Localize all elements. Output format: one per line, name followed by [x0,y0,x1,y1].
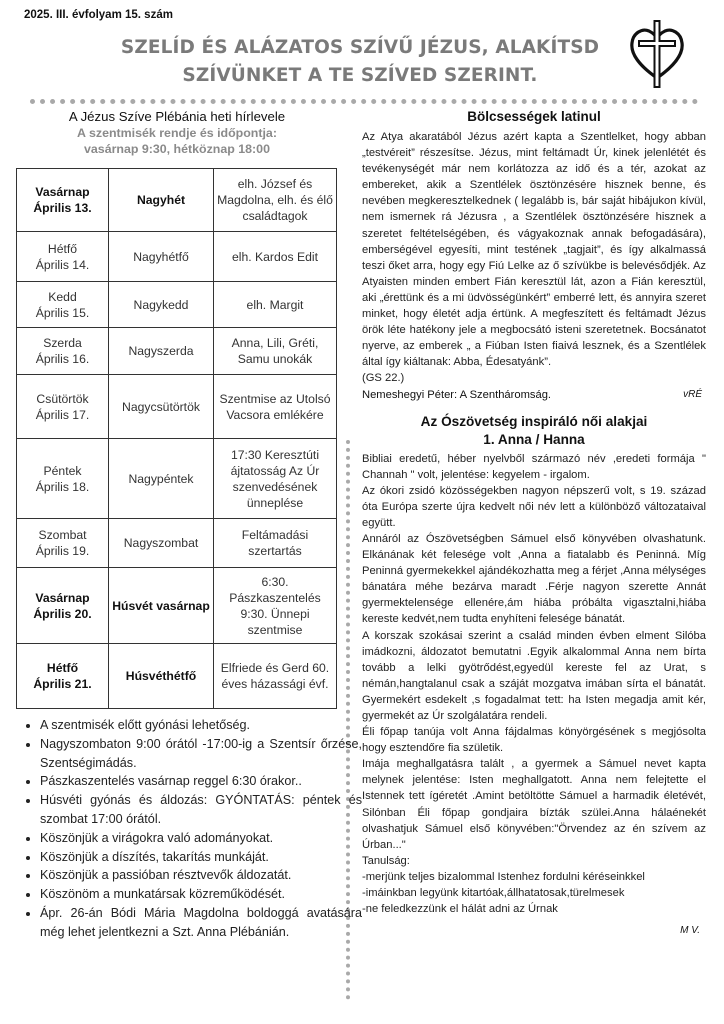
day-cell: Szombat Április 19. [17,519,109,568]
intention-cell: Szentmise az Utolsó Vacsora emlékére [214,375,337,439]
headline-line-2: SZÍVÜNKET A TE SZÍVED SZERINT. [182,65,538,86]
article-signature: M V. [680,925,700,937]
day-cell: Vasárnap Április 13. [17,169,109,232]
table-row [17,232,337,282]
list-item: • Ápr. 26-án Bódi Mária Magdolna boldoggá avatására még lehet jelentkezni a Szt. Anna Plébánián. [40,904,362,942]
mass-schedule-times: vasárnap 9:30, hétköznap 18:00 [84,142,270,156]
intention-cell: elh. Margit [214,282,337,328]
section-title: Az Ószövetség inspiráló női alakjai [420,413,648,429]
list-item: • A szentmisék előtt gyónási lehetőség. [40,716,362,735]
list-item: • Köszönjük a virágokra való adományokat. [40,829,362,848]
intention-cell: Elfriede és Gerd 60. éves házassági évf. [214,644,337,709]
wisdom-text: Az Atya akaratából Jézus azért kapta a Szentlelket, hogy abban „testvéreit” részesítse. Jézus, mint feltámadt Úr, kinek jelenlétét és tevékenységét már nem korlátozza az idő és a tér, azokat az embereket, akik a Szentlélek ösztönzésére hisznek benne, és nevében megkeresztelkednek ( legalább is, bár saját hibájukon kívül, nem ismernek rá Jézusra , a Szentlélek ösztönzésére hisznek a szeretet feltételségében, és vágyakoznak annak befogadására), emberségével egyesíti, mint testének „tagjait”, és így alkalmassá teszi őket arra, hogy egy Fiú Lelke az ő szívükbe is belevésődjék. Az Atyaisten minden embert Fián keresztül lát, azon a Fián keresztül, aki „érettünk és a mi üdvösségünkért” emberré lett, és annyira szeret minket, hogy életét adja értünk. A megfeszített és feltámadt Jézus örök léte hatékony jele a megbocsátó isteni szeretetnek. Bocsánatot nyerve, az emberek „ a Fiúban Isten fiaivá lesznek, és a Szentlélek által így kiáltanak: Abba, Édesatyánk”. [362,131,706,369]
lessons-title: Tanulság: [362,854,410,867]
day-cell: Péntek Április 18. [17,439,109,519]
intention-cell: Feltámadási szertartás [214,519,337,568]
feast-cell: Nagyhét [109,169,214,232]
intention-cell: elh. József és Magdolna, elh. és élő családtagok [214,169,337,232]
day-cell: Kedd Április 15. [17,282,109,328]
issue-number: 2025. III. évfolyam 15. szám [24,9,173,21]
right-column [362,108,706,936]
intention-cell: elh. Kardos Edit [214,232,337,282]
article-paragraph: Bibliai eredetű, héber nyelvből származó név ,eredeti formája " Channah " volt, jelentése: kegyelem - irgalom. [362,452,706,481]
wisdom-reference: (GS 22.) [362,372,405,385]
feast-cell: Nagypéntek [109,439,214,519]
feast-cell: Nagykedd [109,282,214,328]
feast-cell: Nagyszerda [109,328,214,375]
list-item: • Köszönjük a díszítés, takarítás munkáját. [40,848,362,867]
table-row [17,375,337,439]
page-headline [90,34,630,90]
author-initials: vRÉ [683,388,702,400]
day-cell: Hétfő Április 21. [17,644,109,709]
list-item: • Pászkaszentelés vasárnap reggel 6:30 órakor.. [40,772,362,791]
wisdom-source: Nemeshegyi Péter: A Szentháromság. [362,388,552,401]
feast-cell: Nagycsütörtök [109,375,214,439]
wisdom-title: Bölcsességek latinul [467,109,601,124]
header-divider [30,99,698,104]
intention-cell: 6:30. Pászkaszentelés 9:30. Ünnepi szentmise [214,568,337,644]
section-subtitle: 1. Anna / Hanna [483,431,585,447]
table-row [17,169,337,232]
feast-cell: Nagyszombat [109,519,214,568]
table-row [17,568,337,644]
headline-line-1: SZELÍD ÉS ALÁZATOS SZÍVŰ JÉZUS, ALAKÍTSD [120,37,600,58]
table-row [17,328,337,375]
list-item: • Köszönjük a passióban résztvevők áldozatát. [40,866,362,885]
mass-schedule-table [16,168,337,709]
intention-cell: 17:30 Keresztúti ájtatosság Az Úr szenvedésének ünneplése [214,439,337,519]
list-item: • Nagyszombaton 9:00 órától -17:00-ig a Szentsír őrzése, Szentségimádás. [40,735,362,773]
table-row [17,519,337,568]
article-body [362,451,706,918]
day-cell: Vasárnap Április 20. [17,568,109,644]
table-row [17,644,337,709]
day-cell: Csütörtök Április 17. [17,375,109,439]
article-paragraph: Éli főpap tanúja volt Anna fájdalmas könyörgésének s megjósolta hogy esztendőre fia születik. [362,726,706,755]
left-column [14,108,340,157]
list-item: • Köszönöm a munkatársak közreműködését. [40,885,362,904]
list-item: • Húsvéti gyónás és áldozás: GYÓNTATÁS: péntek és szombat 17:00 órától. [40,791,362,829]
mass-schedule-heading: A szentmisék rendje és időpontja: [77,126,277,140]
newsletter-title: A Jézus Szíve Plébánia heti hírlevele [68,109,286,124]
cross-heart-logo [628,18,686,90]
day-cell: Szerda Április 16. [17,328,109,375]
article-paragraph: Imája meghallgatásra talált , a gyermek a Sámuel nevet kapta melynek jelentése: Isten meghallgatott. Anna nem felejtette el Istennek tett ígéretét .Amint betöltötte Sámuel a harmadik életévét, Silónban Éli főpap gondjaira bízták szülei.Anna hálaénekét olvashatjuk Sámuel első könyvében:"Örvendez az én szívem az Úrban..." [362,758,706,851]
announcements-list [18,716,362,942]
feast-cell: Nagyhétfő [109,232,214,282]
article-paragraph: A korszak szokásai szerint a család minden évben elment Silóba imádkozni, áldozatot bemutatni .Egyik alkalommal Anna nem bírta tovább a lelki gyötrődést,egyedül kereste fel az Urat, s némán,hangtalanul csak a száját mozgatva imában sírta el bánatát. Gyermekért esdekelt ,s fogadalmat tett: ha Isten megadja amit kér, gyermekét az Úr szolgálatára rendeli. [362,629,706,722]
article-paragraph: Az ókori zsidó közösségekben nagyon népszerű volt, s 19. század óta Európa szerte újra kedvelt női név lett a különböző változataival együtt. [362,484,706,529]
table-row [17,439,337,519]
table-row [17,282,337,328]
article-paragraph: Annáról az Ószövetségben Sámuel első könyvében olvashatunk. Elkánának két felesége volt ,Anna a fiatalabb és Peninná. Míg Peninná gyermekekkel ajándékozhatta meg a férjet ,Anna mélységes bánatára méhe bezárva maradt .Férje nagyon szerette Annát gyermektelensége ellenére,ám hiába próbálta vigasztalni,hiába kereste kedvét,nem tudta enyhíteni felesége bánatát. [362,532,706,626]
lesson-item: -ne feledkezzünk el hálát adni az Úrnak [362,903,558,916]
lesson-item: -imáinkban legyünk kitartóak,állhatatosak,türelmesek [362,887,625,900]
feast-cell: Húsvét vasárnap [109,568,214,644]
intention-cell: Anna, Lili, Gréti, Samu unokák [214,328,337,375]
day-cell: Hétfő Április 14. [17,232,109,282]
feast-cell: Húsvéthétfő [109,644,214,709]
lesson-item: -merjünk teljes bizalommal Istenhez fordulni kéréseinkkel [362,870,645,883]
